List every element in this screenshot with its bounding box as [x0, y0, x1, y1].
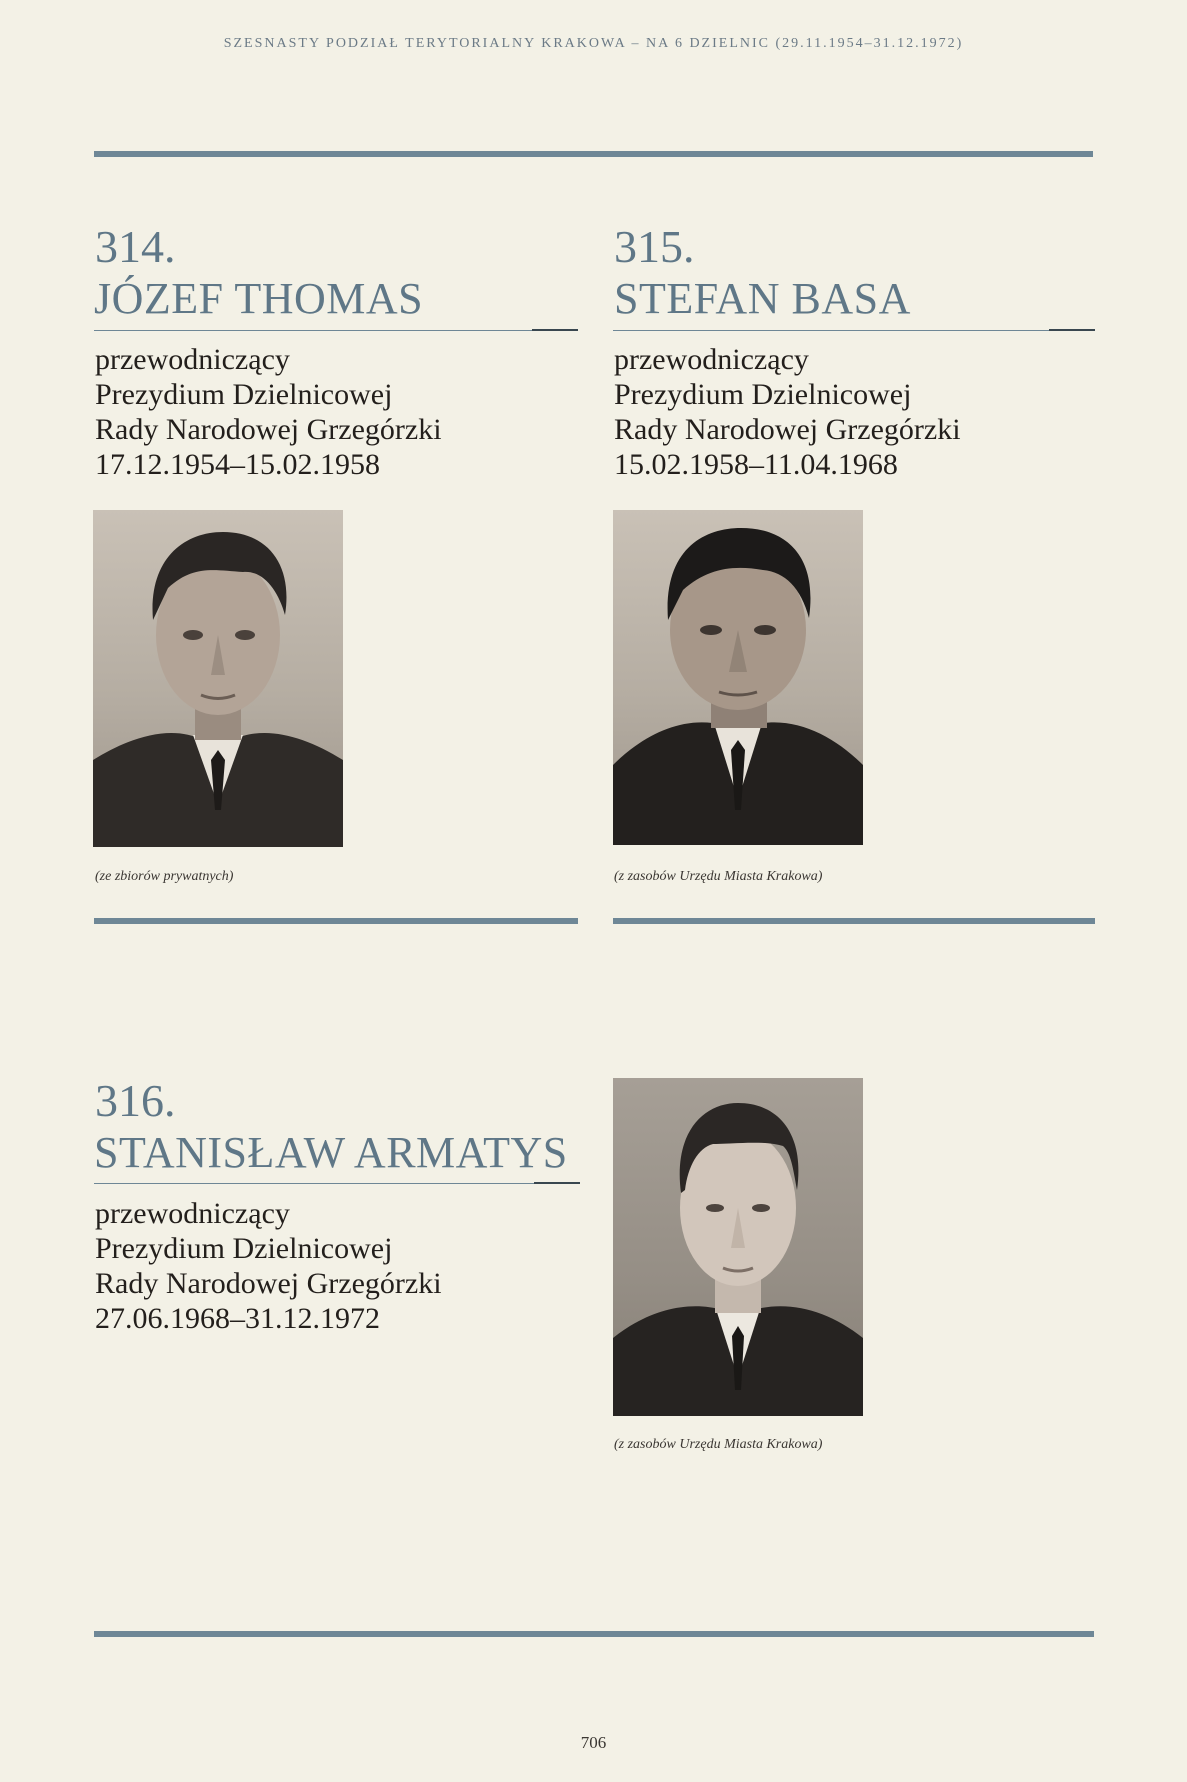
role-council: Rady Narodowej Grzegórzki: [95, 1267, 442, 1300]
portrait-photo: [93, 510, 343, 847]
entry-role: [614, 342, 961, 482]
role-body: Prezydium Dzielnicowej: [95, 1232, 393, 1265]
term-dates: 17.12.1954–15.02.1958: [95, 448, 380, 481]
term-dates: 27.06.1968–31.12.1972: [95, 1302, 380, 1335]
entry-name: STANISŁAW ARMATYS: [94, 1128, 568, 1177]
role-body: Prezydium Dzielnicowej: [95, 378, 393, 411]
portrait-figure: [93, 510, 343, 847]
entry-number: 314.: [95, 221, 176, 272]
entry-bottom-rule: [613, 918, 1095, 924]
portrait-photo: [613, 1078, 863, 1416]
photo-caption: (z zasobów Urzędu Miasta Krakowa): [614, 1437, 823, 1452]
running-head: SZESNASTY PODZIAŁ TERYTORIALNY KRAKOWA – NA 6 DZIELNIC (29.11.1954–31.12.1972): [223, 36, 964, 51]
role-council: Rady Narodowej Grzegórzki: [95, 413, 442, 446]
bottom-rule: [94, 1631, 1094, 1637]
role-body: Prezydium Dzielnicowej: [614, 378, 912, 411]
entry-name-rule: [613, 330, 1093, 331]
portrait-figure: [613, 1078, 863, 1416]
photo-caption: (ze zbiorów prywatnych): [95, 869, 234, 884]
page-number: 706: [580, 1733, 607, 1752]
entry-name: STEFAN BASA: [614, 274, 911, 323]
term-dates: 15.02.1958–11.04.1968: [614, 448, 898, 481]
entry-role: [95, 1196, 442, 1336]
entry-name-rule: [94, 1183, 578, 1184]
entry-name: JÓZEF THOMAS: [94, 274, 424, 323]
entry-bottom-rule: [94, 918, 578, 924]
entry-role: [95, 342, 442, 482]
role-council: Rady Narodowej Grzegórzki: [614, 413, 961, 446]
role-title: przewodniczący: [95, 343, 290, 376]
photo-caption: (z zasobów Urzędu Miasta Krakowa): [614, 869, 823, 884]
portrait-photo: [613, 510, 863, 845]
role-title: przewodniczący: [95, 1197, 290, 1230]
entry-name-rule: [94, 330, 576, 331]
portrait-figure: [613, 510, 863, 845]
entry-number: 315.: [614, 221, 695, 272]
role-title: przewodniczący: [614, 343, 809, 376]
entry-number: 316.: [95, 1075, 176, 1126]
top-rule: [94, 151, 1093, 157]
